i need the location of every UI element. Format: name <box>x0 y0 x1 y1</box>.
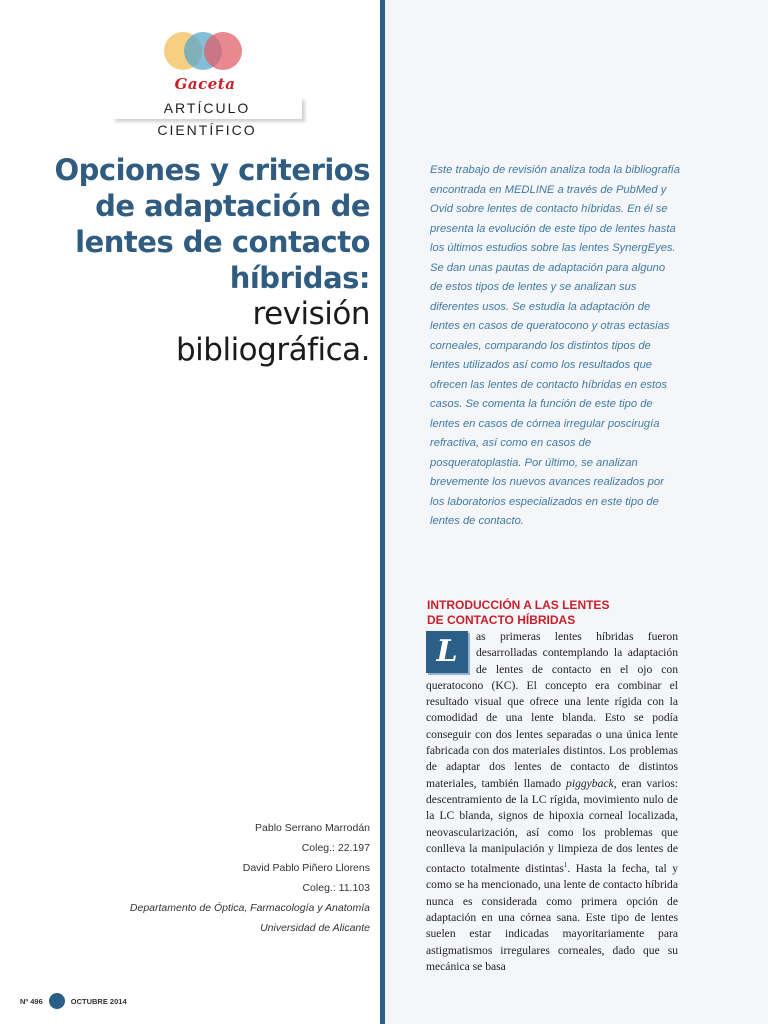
title-line: Opciones y criterios <box>54 153 370 187</box>
affiliation-line: Universidad de Alicante <box>260 922 370 934</box>
heading-line: DE CONTACTO HÍBRIDAS <box>427 613 576 627</box>
body-italic-term: piggyback <box>566 776 614 790</box>
body-text-run: , eran varios: descentramiento de la LC rígida, movimiento nulo de la LC blanda, signos de hipoxia corneal localizada, neovascularización, así como los problemas que conlleva la manipulación y limpieza de dos lentes de contacto totalmente distintas <box>426 776 678 876</box>
gaceta-logo <box>160 30 250 93</box>
logo-wordmark: Gaceta <box>174 75 236 93</box>
logo-circle-red <box>204 32 242 70</box>
body-text-run: . Hasta la fecha, tal y como se ha mencionado, una lente de contacto híbrida nunca es considerada como primera opción de adaptación en una córnea sana. Este tipo de lentes suelen estar indicadas mayoritariamente para astigmatismos irregulares corneales, dado que su mecánica se basa <box>426 862 678 973</box>
footnote-ref: 1 <box>563 861 568 870</box>
author-name: Pablo Serrano Marrodán <box>255 822 370 834</box>
author-registration: Coleg.: 11.103 <box>302 882 370 894</box>
body-text-run: as primeras lentes híbridas fueron desarrolladas contemplando la adaptación de lentes de contacto en el ojo con queratocono (KC). El concepto era combinar el resultado visual que ofrece una lente rígida con la comodidad de una lente blanda. Esto se podía conseguir con dos lentes separadas o una única lente fabricada con dos materiales distintos. Los problemas de adaptar dos lentes de contacto de distintos materiales, también llamado <box>426 630 678 790</box>
affiliation-line: Departamento de Óptica, Farmacología y Anatomía <box>129 902 370 914</box>
section-label: ARTÍCULO CIENTÍFICO <box>112 97 302 119</box>
title-line: de adaptación de <box>95 189 370 223</box>
issue-date: OCTUBRE 2014 <box>70 996 127 1006</box>
title-line: híbridas: <box>229 261 370 295</box>
subtitle-line: bibliográfica. <box>175 332 370 368</box>
page-footer <box>20 992 127 1010</box>
section-heading <box>427 598 687 628</box>
intro-body <box>426 629 678 975</box>
issue-number: Nº 496 <box>20 996 43 1006</box>
subtitle-line: revisión <box>252 296 370 332</box>
author-registration: Coleg.: 22.197 <box>301 842 370 854</box>
author-name: David Pablo Piñero Llorens <box>242 862 370 874</box>
heading-line: INTRODUCCIÓN A LAS LENTES <box>427 598 610 612</box>
dropcap: L <box>426 631 468 673</box>
footer-dot <box>49 993 65 1009</box>
abstract: Este trabajo de revisión analiza toda la bibliografía encontrada en MEDLINE a través de PubMed y Ovid sobre lentes de contacto híbridas. En él se presenta la evolución de este tipo de lentes hasta los últimos estudios sobre las lentes SynergEyes. Se dan unas pautas de adaptación para alguno de estos tipos de lentes y se analizan sus diferentes usos. Se estudia la adaptación de lentes en casos de queratocono y otras ectasias corneales, comparando los distintos tipos de lentes utilizados así como los resultados que ofrecen las lentes de contacto híbridas en estos casos. Se comenta la función de este tipo de lentes en casos de córnea irregular poscirugía refractiva, así como en casos de posqueratoplastia. Por último, se analizan brevemente los nuevos avances realizados por los laboratorios especializados en este tipo de lentes de contacto. <box>430 164 681 527</box>
column-divider <box>380 0 385 1024</box>
title-line: lentes de contacto <box>75 225 370 259</box>
article-title <box>20 152 370 368</box>
author-block <box>110 818 370 938</box>
